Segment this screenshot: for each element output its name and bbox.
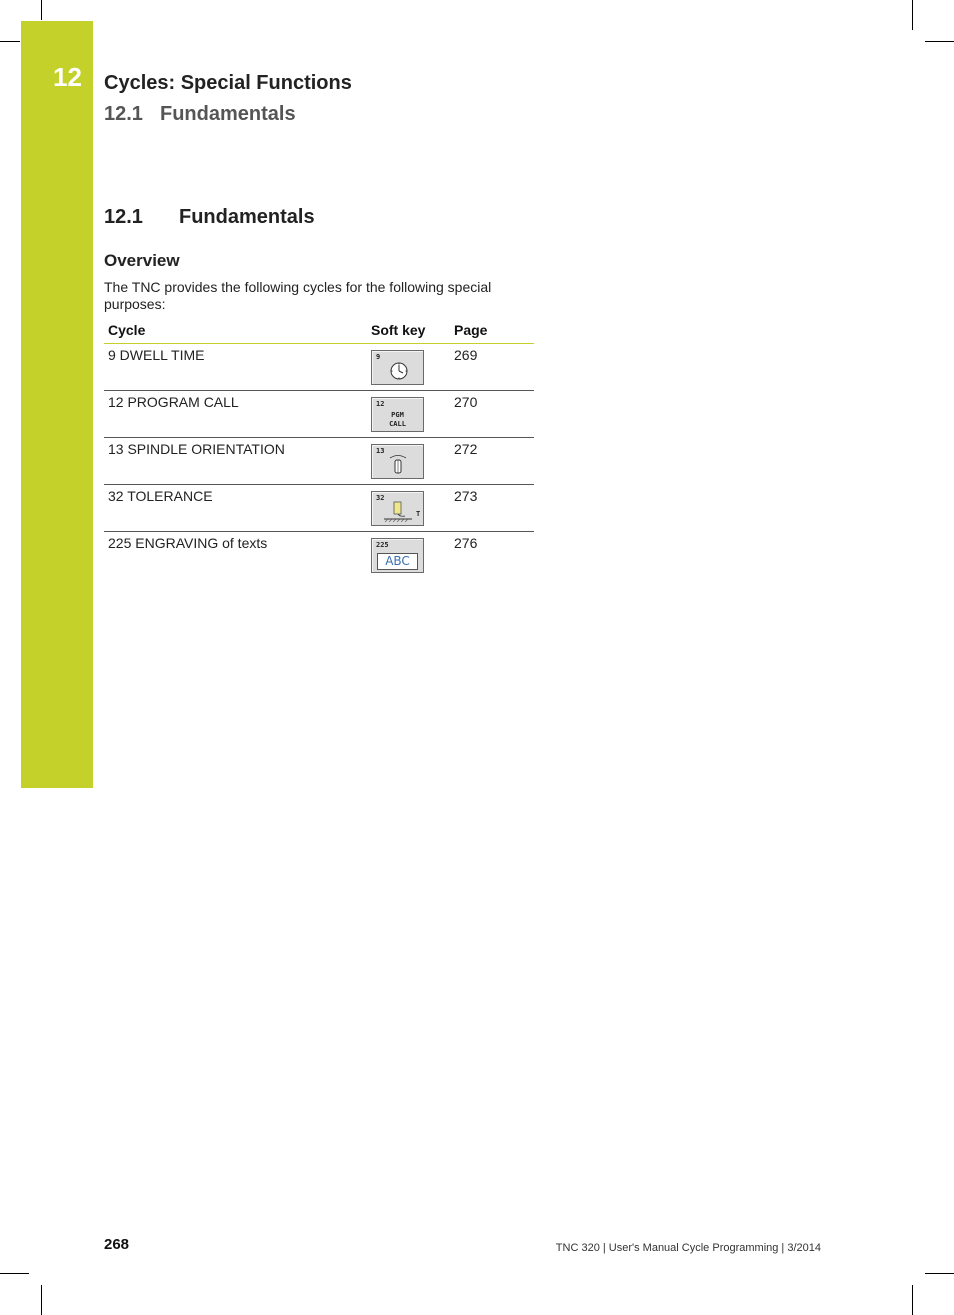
tolerance-icon: [372, 492, 423, 525]
header-cycle: Cycle: [108, 322, 146, 338]
page-ref[interactable]: 270: [454, 394, 478, 410]
intro-paragraph: The TNC provides the following cycles for the following special purposes:: [104, 279, 492, 312]
engraving-softkey[interactable]: [371, 538, 424, 573]
chapter-title: Cycles: Special Functions: [104, 72, 352, 94]
cycle-name: 32 TOLERANCE: [108, 488, 213, 504]
crop-mark: [925, 41, 954, 42]
tolerance-softkey[interactable]: [371, 491, 424, 526]
page-ref[interactable]: 273: [454, 488, 478, 504]
table-row: [104, 438, 534, 485]
cycles-table: [104, 320, 534, 578]
engraving-text-icon: ABC: [377, 553, 418, 570]
softkey-number: 9: [376, 353, 381, 361]
crop-mark: [925, 1273, 954, 1274]
dwell-time-softkey[interactable]: [371, 350, 424, 385]
running-header-section-title: Fundamentals: [160, 103, 296, 125]
tolerance-icon-label: T: [416, 510, 421, 518]
table-header: [104, 320, 534, 344]
cycle-name: 9 DWELL TIME: [108, 347, 205, 363]
crop-mark: [0, 41, 20, 42]
program-call-icon: PGM: [391, 411, 404, 419]
header-softkey: Soft key: [371, 322, 426, 338]
chapter-tab: [21, 21, 93, 788]
crop-mark: [912, 0, 913, 30]
running-header-section-number: 12.1: [104, 103, 143, 125]
softkey-number: 32: [376, 494, 385, 502]
overview-heading: Overview: [104, 251, 180, 270]
page-ref[interactable]: 269: [454, 347, 478, 363]
table-row: [104, 485, 534, 532]
spindle-orientation-icon: [372, 445, 423, 478]
softkey-number: 225: [376, 541, 389, 549]
table-row: [104, 532, 534, 578]
table-row: [104, 344, 534, 391]
program-call-icon-text: CALL: [389, 420, 406, 428]
crop-mark: [41, 1285, 42, 1315]
section-number: 12.1: [104, 206, 143, 228]
chapter-number: 12: [53, 62, 82, 92]
dwell-clock-icon: [372, 351, 423, 384]
header-page: Page: [454, 322, 488, 338]
program-call-softkey[interactable]: [371, 397, 424, 432]
cycle-name: 12 PROGRAM CALL: [108, 394, 239, 410]
table-row: [104, 391, 534, 438]
spindle-orientation-softkey[interactable]: [371, 444, 424, 479]
crop-mark: [0, 1273, 29, 1274]
running-header-section: [104, 103, 296, 126]
cycle-name: 13 SPINDLE ORIENTATION: [108, 441, 285, 457]
page-ref[interactable]: 276: [454, 535, 478, 551]
cycle-name: 225 ENGRAVING of texts: [108, 535, 268, 551]
section-heading: [104, 206, 315, 229]
crop-mark: [912, 1285, 913, 1315]
softkey-number: 13: [376, 447, 385, 455]
page-ref[interactable]: 272: [454, 441, 478, 457]
crop-mark: [41, 0, 42, 20]
softkey-number: 12: [376, 400, 385, 408]
page-number: 268: [104, 1236, 130, 1253]
footer-text: TNC 320 | User's Manual Cycle Programming | 3/2014: [555, 1242, 821, 1254]
section-title: Fundamentals: [179, 206, 315, 228]
